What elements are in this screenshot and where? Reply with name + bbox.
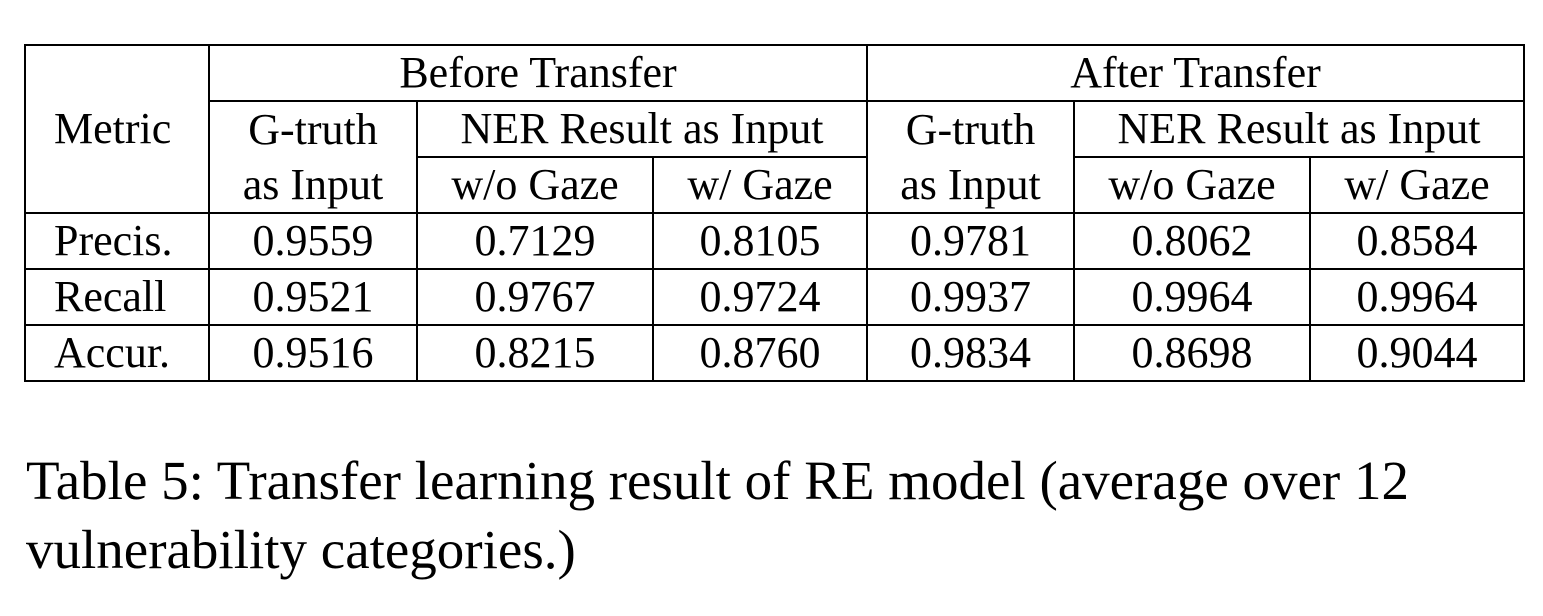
table-cell: 0.9834	[867, 325, 1074, 381]
gtruth-header-after-line1: G-truth	[867, 101, 1074, 157]
table-cell: 0.9781	[867, 213, 1074, 269]
table-cell: 0.9937	[867, 269, 1074, 325]
table-cell: 0.8760	[653, 325, 867, 381]
table-cell: 0.9724	[653, 269, 867, 325]
table-cell: 0.9964	[1310, 269, 1524, 325]
table-row-recall	[25, 269, 1524, 325]
row-label: Precis.	[25, 213, 209, 269]
table-cell: 0.8215	[417, 325, 653, 381]
header-row-groups	[25, 45, 1524, 101]
row-label: Recall	[25, 269, 209, 325]
subheader-after-wo-gaze: w/o Gaze	[1074, 157, 1310, 213]
table-caption	[26, 446, 1516, 584]
table-cell: 0.8584	[1310, 213, 1524, 269]
table-cell: 0.9516	[209, 325, 417, 381]
subheader-after-w-gaze: w/ Gaze	[1310, 157, 1524, 213]
table-cell: 0.9044	[1310, 325, 1524, 381]
row-label: Accur.	[25, 325, 209, 381]
table-row-accuracy	[25, 325, 1524, 381]
table-cell: 0.9964	[1074, 269, 1310, 325]
group-header-after: After Transfer	[867, 45, 1524, 101]
subheader-before-wo-gaze: w/o Gaze	[417, 157, 653, 213]
header-row-inputs	[25, 101, 1524, 157]
gtruth-header-before-line1: G-truth	[209, 101, 417, 157]
gtruth-header-after-line2: as Input	[867, 157, 1074, 213]
table-cell: 0.8105	[653, 213, 867, 269]
caption-label: Table 5:	[26, 450, 204, 511]
ner-header-after: NER Result as Input	[1074, 101, 1524, 157]
subheader-before-w-gaze: w/ Gaze	[653, 157, 867, 213]
group-header-before: Before Transfer	[209, 45, 867, 101]
table-cell: 0.9521	[209, 269, 417, 325]
table-cell: 0.8062	[1074, 213, 1310, 269]
caption-text: Transfer learning result of RE model (average over 12 vulnerability categories.)	[26, 450, 1409, 580]
table-cell: 0.8698	[1074, 325, 1310, 381]
metric-header: Metric	[25, 45, 209, 213]
results-table	[24, 44, 1525, 382]
table-cell: 0.7129	[417, 213, 653, 269]
table-cell: 0.9767	[417, 269, 653, 325]
table-cell: 0.9559	[209, 213, 417, 269]
table-row-precision	[25, 213, 1524, 269]
ner-header-before: NER Result as Input	[417, 101, 867, 157]
header-row-gaze	[25, 157, 1524, 213]
gtruth-header-before-line2: as Input	[209, 157, 417, 213]
